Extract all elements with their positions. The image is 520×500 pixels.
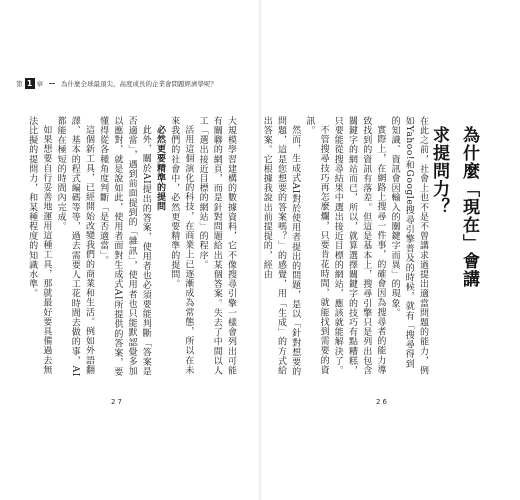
page-number-right: 26 <box>376 398 389 406</box>
emphasis-paragraph <box>153 116 167 378</box>
body-paragraph: 不管搜尋技巧再怎麼爛，只要肯花時間，就能找到需要的資訊。 <box>304 116 329 375</box>
body-paragraph: 如果想要自行妥善地運用這種工具，那就最好要具備過去無法比擬的提問力，和某種程度的知識水準。 <box>27 116 52 375</box>
left-page-body <box>27 116 238 378</box>
emphasis-text: 必然更要精準的提問 <box>154 125 165 212</box>
running-header <box>16 76 217 90</box>
body-paragraph-text: 活用這個演化的科技，在商業上已逐漸成為常態，所以在未來我們的社會中，必然更要精準的提問。 <box>169 116 194 375</box>
body-paragraph: 此外，關於AI提出的答案，使用者也必須要能判斷「答案是否適當」，遇到前面提到的「雜訊」，使用者也只能默認覺多加以應對，就是說如此，使用者面對生成式AI所提供的答案，要懂得從各種角度判斷「是否適當」。 <box>98 116 151 377</box>
running-header-title: 為什麼全球最頂尖、高度成長的企業會問題經濟學呢？ <box>61 79 217 88</box>
body-paragraph: 在此之前，社會上也不是不曾講求過提出適當問題的能力，例如Yahoo!和Google搜尋引擎普及的時候，就有「搜尋得到的知識、資訊會因輸入的關鍵字而異」的現象。 <box>389 116 428 376</box>
body-paragraph: 然而，生成式AI對於使用者提出的問題，是以「針對想要的問題，這是您想要的答案嗎？」的感覺，用「生成」的方式給出答案。它根據我說出前提提的，經由 <box>261 116 301 377</box>
chapter-number-badge: 1 <box>25 78 35 89</box>
body-paragraph: 實際上，在網路上搜尋一件事，的確會因為搜尋者的能力導致找到的資訊有落差。但這是基本上，搜尋引擎只是列出包含關鍵字的網站而已，所以，就算選擇關鍵字的技巧有點糟糕，只要能從搜尋結果中選出接近目標的網站，應該就能解決了。 <box>332 116 386 376</box>
body-paragraph: 這個新工具，已經開始改變我們的商業和生活。例如外語翻譯、基本的程式編碼等等，過去需要人工花時間去做的事，AI都能在極短的時間內完成。 <box>55 116 94 377</box>
chapter-suffix: 章 <box>36 79 43 88</box>
section-title: 為什麼「現在」會講求提問力？ <box>429 126 479 288</box>
chapter-prefix: 第 <box>16 79 23 88</box>
right-page-body <box>261 116 430 378</box>
body-paragraph: 大規模學習建構的數據資料，它不像搜尋引擎一樣會列出可能有關聯的網頁，而是針對問題給出某個答案。失去了中間以人工「選出接近目標的網站」的程序。 <box>197 116 236 376</box>
page-number-left: 27 <box>111 398 124 406</box>
header-rule <box>49 83 55 84</box>
body-paragraph <box>167 116 195 378</box>
